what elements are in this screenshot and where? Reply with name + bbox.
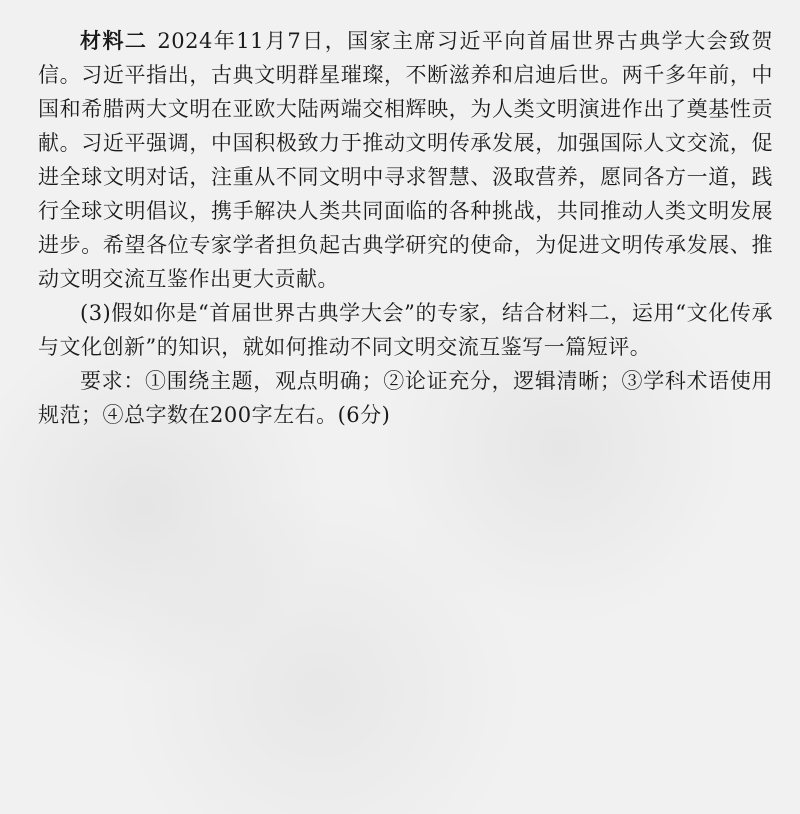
requirements-paragraph (38, 364, 773, 432)
question-paragraph (38, 296, 773, 364)
material-text: 2024年11月7日，国家主席习近平向首届世界古典学大会致贺信。习近平指出，古典文明群星璀璨，不断滋养和启迪后世。两千多年前，中国和希腊两大文明在亚欧大陆两端交相辉映，为人类文明演进作出了奠基性贡献。习近平强调，中国积极致力于推动文明传承发展，加强国际人文交流，促进全球文明对话，注重从不同文明中寻求智慧、汲取营养，愿同各方一道，践行全球文明倡议，携手解决人类共同面临的各种挑战，共同推动人类文明发展进步。希望各位专家学者担负起古典学研究的使命，为促进文明传承发展、推动文明交流互鉴作出更大贡献。 (38, 29, 773, 291)
material-paragraph (38, 24, 773, 296)
question-text: (3)假如你是“首届世界古典学大会”的专家，结合材料二，运用“文化传承与文化创新”的知识，就如何推动不同文明交流互鉴写一篇短评。 (38, 301, 773, 359)
requirements-text: 要求：①围绕主题，观点明确；②论证充分，逻辑清晰；③学科术语使用规范；④总字数在200字左右。(6分) (38, 369, 773, 427)
material-label: 材料二 (80, 29, 148, 53)
exam-text-block (38, 24, 773, 432)
